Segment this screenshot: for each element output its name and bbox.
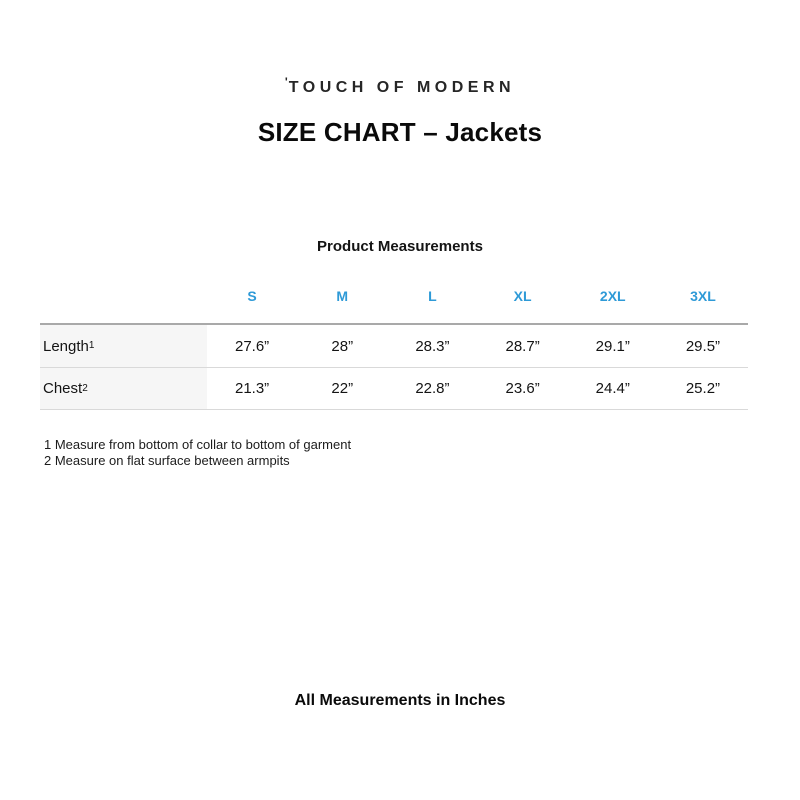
size-header-spacer [40,288,207,304]
measurement-cell: 27.6” [234,337,270,355]
measurement-cell: 24.4” [595,380,630,397]
footnote-item: 1 Measure from bottom of collar to bottom of garment [44,437,352,452]
measurement-cell: 22” [331,380,354,397]
page-title: SIZE CHART – Jackets [257,117,543,147]
measurement-cell: 29.1” [595,337,630,355]
brand-name-text: TOUCH OF MODERN [288,79,516,96]
size-header-2xl: 2XL [599,288,626,304]
footer-note: All Measurements in Inches [294,692,506,709]
table-body [40,323,748,410]
size-header-l: L [428,288,437,304]
footnote-item: 2 Measure on flat surface between armpits [44,452,290,468]
size-header-3xl: 3XL [690,288,716,304]
measurements-heading: Product Measurements [317,238,483,255]
measurement-cell: 23.6” [505,380,540,397]
measurement-cell: 28.7” [505,337,540,355]
brand-logo [0,0,800,97]
measurement-cell: 28.3” [415,337,450,355]
measurements-table [40,288,748,410]
size-header-m: M [336,288,349,304]
brand-tick-mark: ' [284,75,288,89]
size-header-row [40,288,748,323]
size-header-xl: XL [513,288,532,304]
measurement-cell: 28” [331,337,354,355]
size-header-s: S [247,288,257,304]
row-label-length: Length 1 [40,325,207,367]
row-label-chest-text: Chest [43,380,83,397]
row-label-chest: Chest 2 [40,368,207,409]
measurement-cell: 21.3” [234,380,270,397]
table-row-length [40,325,748,367]
row-label-length-text: Length [43,337,89,355]
footnotes [44,437,800,468]
measurement-cell: 22.8” [415,380,450,397]
measurement-cell: 29.5” [685,337,721,355]
table-row-chest [40,367,748,409]
brand-name [284,75,516,96]
measurement-cell: 25.2” [685,380,721,397]
